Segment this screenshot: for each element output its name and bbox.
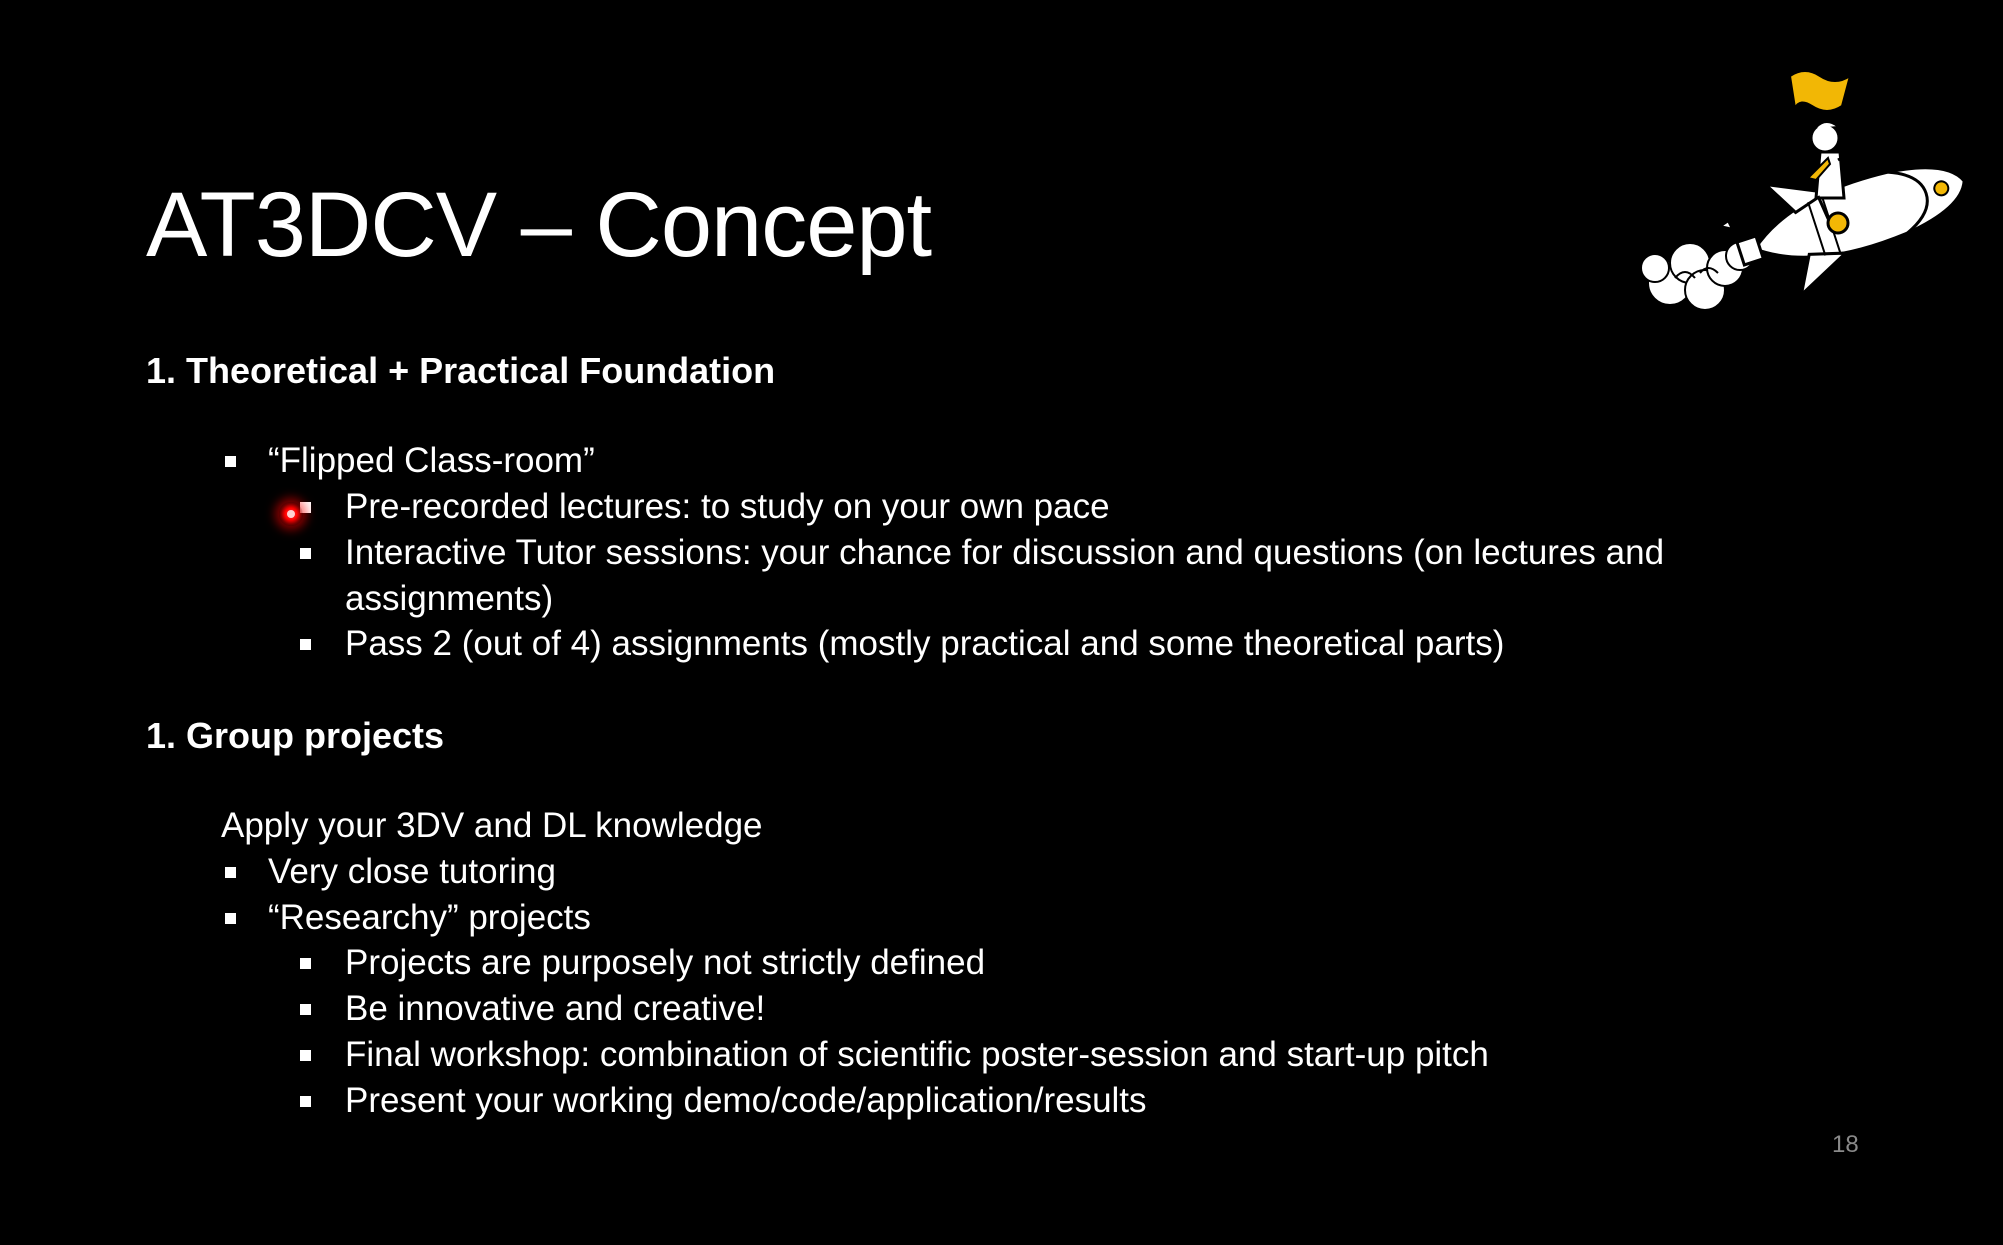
bullet-close-tutoring: Very close tutoring: [268, 852, 556, 891]
bullet-marker: [300, 1096, 311, 1107]
slide-title: AT3DCV – Concept: [146, 174, 932, 276]
sub-bullet-tutor-sessions: Interactive Tutor sessions: your chance for discussion and questions (on lectures and: [345, 533, 1665, 572]
bullet-researchy-projects: “Researchy” projects: [268, 898, 591, 937]
bullet-marker: [225, 867, 236, 878]
bullet-marker: [300, 639, 311, 650]
bullet-marker: [300, 1004, 311, 1015]
sub-bullet-present-demo: Present your working demo/code/application/results: [345, 1081, 1147, 1120]
bullet-marker: [225, 456, 236, 467]
sub-bullet-tutor-sessions-cont: assignments): [345, 579, 554, 618]
sub-bullet-assignments: Pass 2 (out of 4) assignments (mostly practical and some theoretical parts): [345, 624, 1505, 663]
sub-bullet-innovative: Be innovative and creative!: [345, 989, 766, 1028]
laser-pointer-dot-icon: [279, 502, 303, 526]
bullet-marker: [300, 548, 311, 559]
section-heading-group-projects: 1. Group projects: [146, 715, 445, 756]
bullet-marker: [300, 1050, 311, 1061]
section-heading-foundation: 1. Theoretical + Practical Foundation: [146, 350, 776, 391]
bullet-marker: [300, 958, 311, 969]
sub-bullet-prerecorded: Pre-recorded lectures: to study on your own pace: [345, 487, 1110, 526]
sub-bullet-not-defined: Projects are purposely not strictly defined: [345, 943, 986, 982]
bullet-flipped-classroom: “Flipped Class-room”: [268, 441, 595, 480]
rocket-rider-icon: [1630, 68, 1970, 318]
bullet-marker: [225, 913, 236, 924]
page-number: 18: [1832, 1131, 1859, 1158]
group-projects-intro: Apply your 3DV and DL knowledge: [221, 806, 763, 845]
sub-bullet-final-workshop: Final workshop: combination of scientific poster-session and start-up pitch: [345, 1035, 1489, 1074]
